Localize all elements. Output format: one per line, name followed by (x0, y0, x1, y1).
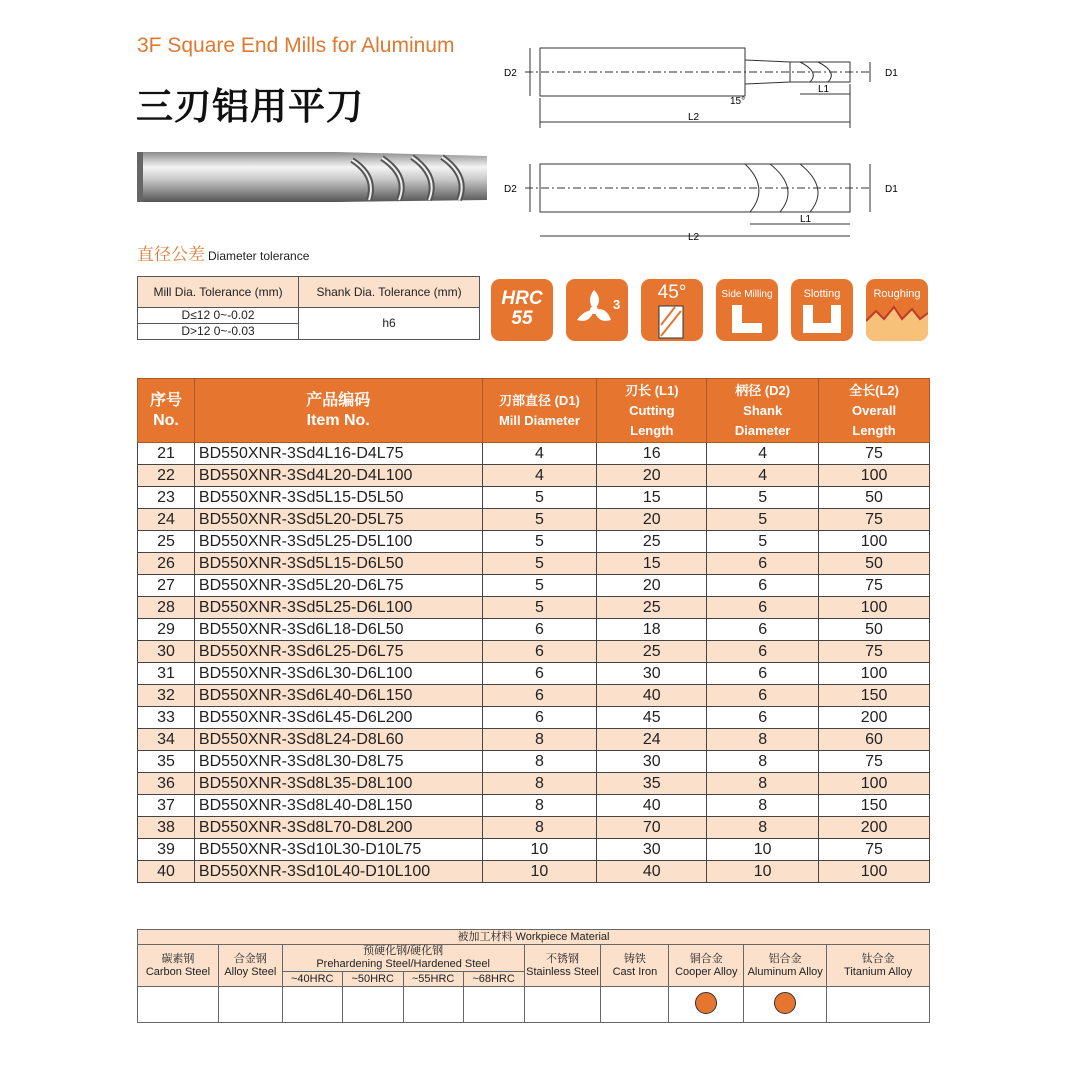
item-no: BD550XNR-3Sd6L45-D6L200 (194, 707, 482, 729)
overall-length: 50 (819, 487, 930, 509)
tolerance-heading (137, 240, 309, 265)
hrc-value: 55 (511, 308, 533, 329)
shank-diameter: 6 (707, 641, 819, 663)
item-no: BD550XNR-3Sd6L30-D6L100 (194, 663, 482, 685)
flute-count: 3 (613, 297, 621, 312)
row-no: 32 (138, 685, 195, 707)
mill-diameter: 8 (482, 729, 597, 751)
drawing-straight (500, 160, 920, 245)
cutting-length: 30 (597, 663, 707, 685)
table-row (138, 641, 930, 663)
item-no: BD550XNR-3Sd10L40-D10L100 (194, 861, 482, 883)
shank-diameter: 6 (707, 575, 819, 597)
product-table (137, 378, 930, 883)
tol-col-mill: Mill Dia. Tolerance (mm) (138, 277, 299, 308)
shank-diameter: 6 (707, 663, 819, 685)
mat-titanium: 钛合金 Titanium Alloy (827, 945, 930, 987)
cutting-length: 70 (597, 817, 707, 839)
table-row (138, 773, 930, 795)
overall-length: 200 (819, 817, 930, 839)
table-row (138, 751, 930, 773)
shank-diameter: 6 (707, 619, 819, 641)
title-en: 3F Square End Mills for Aluminum (137, 34, 455, 57)
item-no: BD550XNR-3Sd6L40-D6L150 (194, 685, 482, 707)
mill-diameter: 6 (482, 641, 597, 663)
mill-diameter: 5 (482, 509, 597, 531)
fit-castiron (601, 987, 669, 1023)
workpiece-material-table (137, 929, 930, 1023)
item-no: BD550XNR-3Sd5L15-D6L50 (194, 553, 482, 575)
side-milling-icon (716, 279, 778, 341)
mill-diameter: 5 (482, 487, 597, 509)
overall-length: 50 (819, 553, 930, 575)
table-row (138, 861, 930, 883)
row-no: 37 (138, 795, 195, 817)
cutting-length: 16 (597, 443, 707, 465)
shank-diameter: 6 (707, 685, 819, 707)
table-row (138, 707, 930, 729)
row-no: 33 (138, 707, 195, 729)
flute-icon (566, 279, 628, 341)
mill-diameter: 6 (482, 707, 597, 729)
tol-row1: D≤12 0~-0.02 (138, 308, 299, 324)
tol-shank-value: h6 (299, 308, 480, 340)
overall-length: 100 (819, 531, 930, 553)
drawing-angle-label: 15° (730, 96, 746, 107)
mill-diameter: 8 (482, 817, 597, 839)
fit-hrc55 (403, 987, 463, 1023)
shank-diameter: 6 (707, 597, 819, 619)
overall-length: 200 (819, 707, 930, 729)
table-row (138, 663, 930, 685)
mill-diameter: 6 (482, 685, 597, 707)
shank-diameter: 6 (707, 707, 819, 729)
overall-length: 100 (819, 861, 930, 883)
mill-diameter: 6 (482, 663, 597, 685)
table-row (138, 795, 930, 817)
item-no: BD550XNR-3Sd8L30-D8L75 (194, 751, 482, 773)
fit-stainless (524, 987, 601, 1023)
item-no: BD550XNR-3Sd10L30-D10L75 (194, 839, 482, 861)
row-no: 21 (138, 443, 195, 465)
slotting-icon (791, 279, 853, 341)
item-no: BD550XNR-3Sd5L20-D5L75 (194, 509, 482, 531)
overall-length: 100 (819, 773, 930, 795)
overall-length: 75 (819, 839, 930, 861)
table-row (138, 509, 930, 531)
hrc-label: HRC (501, 288, 543, 309)
mat-carbon: 碳素钢 Carbon Steel (138, 945, 219, 987)
shank-diameter: 8 (707, 795, 819, 817)
table-row (138, 729, 930, 751)
side-milling-label: Side Milling (721, 289, 773, 300)
drawing-d1-label: D1 (885, 68, 898, 79)
overall-length: 75 (819, 751, 930, 773)
hrc-icon (491, 279, 553, 341)
mill-diameter: 10 (482, 839, 597, 861)
fit-carbon (138, 987, 219, 1023)
overall-length: 150 (819, 685, 930, 707)
mill-diameter: 5 (482, 553, 597, 575)
item-no: BD550XNR-3Sd8L24-D8L60 (194, 729, 482, 751)
mill-diameter: 8 (482, 795, 597, 817)
cutting-length: 40 (597, 685, 707, 707)
shank-diameter: 4 (707, 443, 819, 465)
drawing-short-neck (500, 42, 920, 132)
helix-angle-icon (641, 279, 703, 341)
mat-hardened: 预硬化钢/硬化钢 Prehardening Steel/Hardened Steel (282, 945, 524, 972)
overall-length: 75 (819, 575, 930, 597)
cutting-length: 40 (597, 795, 707, 817)
overall-length: 75 (819, 509, 930, 531)
row-no: 35 (138, 751, 195, 773)
fit-hrc40 (282, 987, 342, 1023)
table-row (138, 619, 930, 641)
cutting-length: 25 (597, 531, 707, 553)
cutting-length: 35 (597, 773, 707, 795)
table-row (138, 553, 930, 575)
row-no: 25 (138, 531, 195, 553)
mat-stainless: 不锈钢 Stainless Steel (524, 945, 601, 987)
tolerance-table (137, 276, 480, 340)
mill-diameter: 8 (482, 773, 597, 795)
suitable-dot-icon (774, 992, 796, 1014)
row-no: 22 (138, 465, 195, 487)
tolerance-heading-cn: 直径公差 (137, 245, 205, 265)
cutting-length: 25 (597, 597, 707, 619)
table-row (138, 575, 930, 597)
overall-length: 75 (819, 641, 930, 663)
title-cn: 三刃铝用平刀 (136, 85, 364, 128)
cutting-length: 40 (597, 861, 707, 883)
table-row (138, 465, 930, 487)
mill-diameter: 8 (482, 751, 597, 773)
row-no: 30 (138, 641, 195, 663)
shank-diameter: 5 (707, 509, 819, 531)
fit-copper (669, 987, 744, 1023)
shank-diameter: 4 (707, 465, 819, 487)
mill-diameter: 4 (482, 443, 597, 465)
table-row (138, 487, 930, 509)
item-no: BD550XNR-3Sd6L25-D6L75 (194, 641, 482, 663)
material-header: 被加工材料 Workpiece Material (138, 930, 930, 945)
end-mill-photo (137, 146, 489, 208)
col-d1: 刃部直径 (D1) Mill Diameter (482, 379, 597, 443)
cutting-length: 20 (597, 465, 707, 487)
mat-copper: 铜合金 Cooper Alloy (669, 945, 744, 987)
helix-angle-value: 45° (657, 282, 687, 303)
row-no: 23 (138, 487, 195, 509)
item-no: BD550XNR-3Sd5L25-D5L100 (194, 531, 482, 553)
table-row (138, 443, 930, 465)
shank-diameter: 10 (707, 839, 819, 861)
drawing-l2-label: L2 (688, 112, 700, 123)
mill-diameter: 4 (482, 465, 597, 487)
item-no: BD550XNR-3Sd6L18-D6L50 (194, 619, 482, 641)
drawing2-l1-label: L1 (800, 214, 812, 225)
cutting-length: 20 (597, 509, 707, 531)
row-no: 28 (138, 597, 195, 619)
item-no: BD550XNR-3Sd4L20-D4L100 (194, 465, 482, 487)
cutting-length: 15 (597, 553, 707, 575)
drawing-l1-label: L1 (818, 84, 830, 95)
col-d2: 柄径 (D2) Shank Diameter (707, 379, 819, 443)
cutting-length: 20 (597, 575, 707, 597)
mat-hrc50: ~50HRC (342, 972, 403, 987)
mill-diameter: 10 (482, 861, 597, 883)
item-no: BD550XNR-3Sd8L70-D8L200 (194, 817, 482, 839)
item-no: BD550XNR-3Sd5L15-D5L50 (194, 487, 482, 509)
table-row (138, 817, 930, 839)
shank-diameter: 8 (707, 751, 819, 773)
suitable-dot-icon (695, 992, 717, 1014)
overall-length: 150 (819, 795, 930, 817)
mat-hrc55: ~55HRC (403, 972, 463, 987)
row-no: 40 (138, 861, 195, 883)
mat-alloy: 合金钢 Alloy Steel (218, 945, 282, 987)
cutting-length: 24 (597, 729, 707, 751)
row-no: 31 (138, 663, 195, 685)
fit-hrc68 (463, 987, 524, 1023)
roughing-icon (866, 279, 928, 341)
tol-row2: D>12 0~-0.03 (138, 324, 299, 340)
shank-diameter: 5 (707, 531, 819, 553)
tolerance-heading-en: Diameter tolerance (208, 249, 310, 263)
overall-length: 50 (819, 619, 930, 641)
mat-castiron: 铸铁 Cast Iron (601, 945, 669, 987)
row-no: 29 (138, 619, 195, 641)
overall-length: 100 (819, 465, 930, 487)
shank-diameter: 8 (707, 817, 819, 839)
overall-length: 75 (819, 443, 930, 465)
mat-hrc68: ~68HRC (463, 972, 524, 987)
fit-hrc50 (342, 987, 403, 1023)
row-no: 39 (138, 839, 195, 861)
row-no: 38 (138, 817, 195, 839)
shank-diameter: 10 (707, 861, 819, 883)
shank-diameter: 8 (707, 773, 819, 795)
cutting-length: 25 (597, 641, 707, 663)
mill-diameter: 6 (482, 619, 597, 641)
mat-aluminum: 铝合金 Aluminum Alloy (744, 945, 827, 987)
row-no: 36 (138, 773, 195, 795)
cutting-length: 18 (597, 619, 707, 641)
drawing2-d1-label: D1 (885, 184, 898, 195)
shank-diameter: 8 (707, 729, 819, 751)
drawing-d2-label: D2 (504, 68, 517, 79)
row-no: 27 (138, 575, 195, 597)
cutting-length: 30 (597, 839, 707, 861)
cutting-length: 15 (597, 487, 707, 509)
overall-length: 100 (819, 597, 930, 619)
drawing2-l2-label: L2 (688, 232, 700, 243)
table-row (138, 531, 930, 553)
item-no: BD550XNR-3Sd4L16-D4L75 (194, 443, 482, 465)
table-row (138, 597, 930, 619)
row-no: 26 (138, 553, 195, 575)
table-row (138, 839, 930, 861)
item-no: BD550XNR-3Sd5L25-D6L100 (194, 597, 482, 619)
slotting-label: Slotting (803, 288, 841, 300)
col-no: 序号 No. (138, 379, 195, 443)
fit-alloy (218, 987, 282, 1023)
cutting-length: 30 (597, 751, 707, 773)
fit-titanium (827, 987, 930, 1023)
tol-col-shank: Shank Dia. Tolerance (mm) (299, 277, 480, 308)
row-no: 24 (138, 509, 195, 531)
cutting-length: 45 (597, 707, 707, 729)
table-row (138, 685, 930, 707)
roughing-label: Roughing (873, 288, 921, 300)
col-l1: 刃长 (L1) Cutting Length (597, 379, 707, 443)
fit-aluminum (744, 987, 827, 1023)
item-no: BD550XNR-3Sd8L35-D8L100 (194, 773, 482, 795)
col-l2: 全长(L2) Overall Length (819, 379, 930, 443)
row-no: 34 (138, 729, 195, 751)
drawing2-d2-label: D2 (504, 184, 517, 195)
shank-diameter: 5 (707, 487, 819, 509)
col-item: 产品编码 Item No. (194, 379, 482, 443)
mat-hrc40: ~40HRC (282, 972, 342, 987)
mill-diameter: 5 (482, 531, 597, 553)
overall-length: 60 (819, 729, 930, 751)
overall-length: 100 (819, 663, 930, 685)
item-no: BD550XNR-3Sd5L20-D6L75 (194, 575, 482, 597)
mill-diameter: 5 (482, 597, 597, 619)
item-no: BD550XNR-3Sd8L40-D8L150 (194, 795, 482, 817)
shank-diameter: 6 (707, 553, 819, 575)
mill-diameter: 5 (482, 575, 597, 597)
